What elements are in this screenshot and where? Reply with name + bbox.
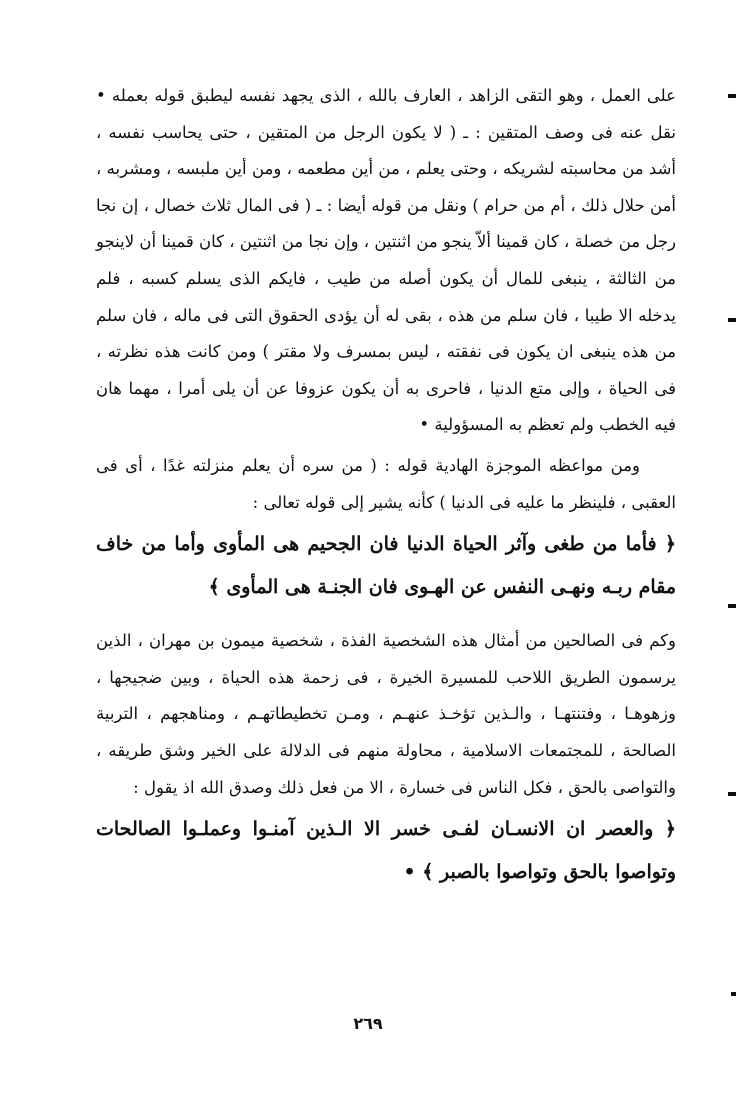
- margin-mark: [728, 318, 736, 322]
- margin-mark: [728, 604, 736, 608]
- paragraph-sayings: ومن مواعظه الموجزة الهادية قوله : ( من سره أن يعلم منزلته غدًا ، أى فى العقبى ، فلينظر ما عليه فى الدنيا ) كأنه يشير إلى قوله تعالى :: [96, 455, 676, 512]
- margin-mark: [731, 992, 736, 996]
- page-body: [96, 78, 676, 894]
- verse-open-bracket: ﴿: [664, 533, 676, 556]
- margin-mark: [728, 94, 736, 98]
- verse-text: فأما من طغى وآثر الحياة الدنيا فان الجحيم هى المأوى وأما من خاف مقام ربـه ونهـى النفس عن الهـوى فان الجنـة هى المأوى: [96, 533, 676, 599]
- paragraph-righteous: وكم فى الصالحين من أمثال هذه الشخصية الفذة ، شخصية ميمون بن مهران ، الذين يرسمون الطريق اللاحب للمسيرة الخيرة ، فى زحمة هذه الحياة ، وبين ضجيجها ، وزهوهـا ، وفتنتهـا ، والـذين تؤخـذ عنهـم ، ومـن تخطيطاتهـم ، ومناهجهم ، التربية الصالحة ، للمجتمعات الاسلامية ، محاولة منهم فى الدلالة على الخير وشق طريقه ، والتواصى بالحق ، فكل الناس فى خسارة ، الا من فعل ذلك وصدق الله اذ يقول :: [96, 631, 676, 797]
- verse-close-bracket: ﴾: [422, 861, 434, 884]
- quran-verse-asr: [96, 808, 676, 894]
- paragraph-maimun-ascetic: على العمل ، وهو التقى الزاهد ، العارف بالله ، الذى يجهد نفسه ليطبق قوله بعمله • نقل عنه فى وصف المتقين : ـ ( لا يكون الرجل من المتقين ، حتى يحاسب نفسه ، أشد من محاسبته لشريكه ، وحتى يعلم ، من أين مطعمه ، ومن أين ملبسه ، ومشربه ، أمن حلال ذلك ، أم من حرام ) ونقل من قوله أيضا : ـ ( فى المال ثلاث خصال ، إن نجا رجل من خصلة ، كان قمينا ألاّ ينجو من اثنتين ، وإن نجا من اثنتين ، كان قمينا أن لاينجو من الثالثة ، ينبغى للمال أن يكون أصله من طيب ، فايكم الذى يسلم كسبه ، فلم يدخله الا طيبا ، فان سلم من هذه ، بقى له أن يؤدى الحقوق التى فى ماله ، فان سلم من هذه ينبغى ان يكون فى نفقته ، ليس بمسرف ولا مقتر ) ومن كانت هذه نظرته ، فى الحياة ، وإلى متع الدنيا ، فاحرى به أن يكون عزوفا عن أن يلى أمرا ، مهما هان فيه الخطب ولم تعظم به المسؤولية •: [95, 86, 677, 435]
- verse-open-bracket: ﴿: [664, 818, 676, 841]
- verse-text: والعصر ان الانسـان لفـى خسر الا الـذين آمنـوا وعملـوا الصالحات وتواصوا بالحق وتواصوا بالصبر: [96, 818, 676, 884]
- margin-mark: [728, 792, 736, 796]
- verse-close-bracket: ﴾: [208, 576, 220, 599]
- quran-verse-naziat: [96, 523, 676, 609]
- page-number: ٢٦٩: [353, 1014, 383, 1033]
- verse-end-mark: •: [403, 861, 416, 884]
